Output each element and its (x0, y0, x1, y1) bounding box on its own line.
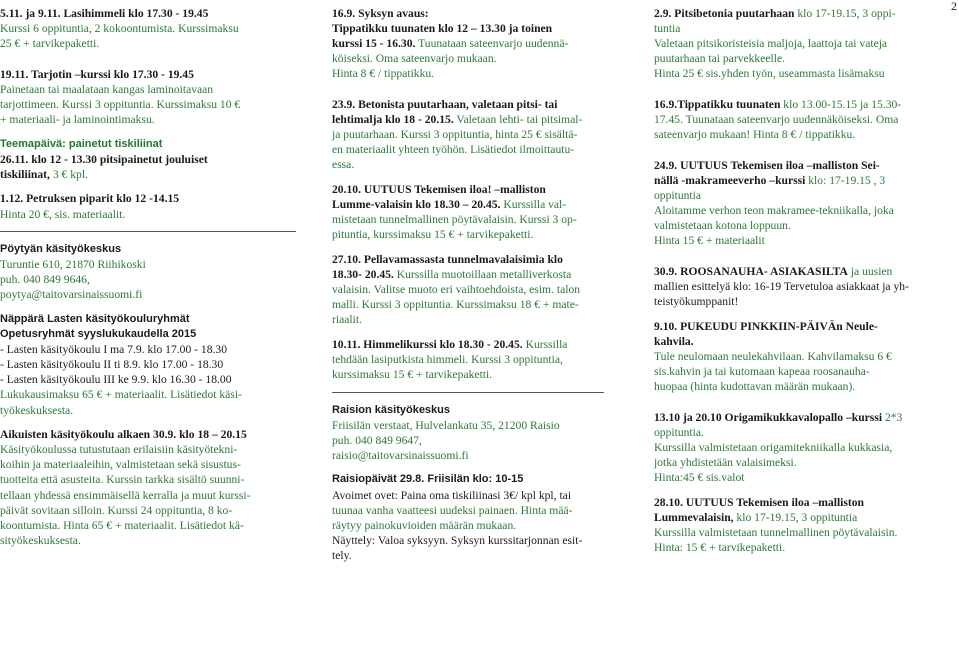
event-lasten-kasityokoulu (0, 312, 296, 418)
event-betonista (332, 97, 632, 172)
event-heading: 20.10. UUTUUS Tekemisen iloa! –malliston (332, 182, 546, 196)
phone-line: puh. 040 849 9646, (0, 273, 90, 287)
event-text-line: päivät sovitaan silloin. Kurssi 24 oppituntia, 8 ko- (0, 503, 233, 517)
page-number: 2 (951, 0, 957, 13)
event-heading-part: 2.9. Pitsibetonia puutarhaan (654, 7, 795, 20)
event-text-line: Hinta 25 € sis.yhden työn, useammasta lisämaksu (654, 67, 885, 81)
event-raisiopaivat (332, 472, 632, 563)
event-piparit (0, 191, 296, 221)
event-heading-part: kurssi 15 - 16.30. (332, 37, 416, 51)
divider (332, 392, 604, 393)
event-text-part: Kurssilla val- (500, 198, 567, 212)
event-text-line: ja puutarhaan. Kurssi 3 oppituntia, hinta 25 € sisältä- (332, 128, 578, 142)
address-line: Friisilän verstaat, Hulvelankatu 35, 21200 Raisio (332, 418, 560, 432)
event-text-line: Hinta: 15 € + tarvikepaketti. (654, 540, 786, 554)
event-text-line (332, 337, 632, 352)
event-text-part: 2*3 (882, 410, 903, 424)
event-text-part: klo 17-19.15, 3 oppituntia (733, 510, 858, 524)
event-text-part: klo: 17-19.15 , 3 (805, 173, 886, 187)
event-text-line: mallien esittelyä klo: 16-19 Tervetuloa asiakkaat ja yh- (654, 279, 909, 293)
event-text-line (654, 264, 954, 279)
venue-heading: Raision käsityökeskus (332, 403, 451, 416)
event-text-line (332, 197, 632, 212)
event-text-part: Tuunataan sateenvarjo uudennä- (415, 37, 569, 51)
event-heading: Opetusryhmät syyslukukaudella 2015 (0, 328, 197, 341)
event-heading-part: nällä -makrameeverho –kurssi (654, 173, 806, 187)
event-text-line: kurssimaksu 15 € + tarvikepaketti. (332, 367, 493, 381)
event-text-line: pituntia, kurssimaksu 15 € + tarvikepaketti. (332, 228, 534, 242)
event-pellavamassa (332, 252, 632, 327)
event-text-part: Kurssilla muotoillaan metalliverkosta (393, 267, 572, 281)
event-text-line: Hinta 20 €, sis. materiaalit. (0, 207, 126, 221)
event-text-line: oppituntia (654, 188, 702, 202)
event-text-line: Kurssi 6 oppituntia, 2 kokoontumista. Kurssimaksu (0, 22, 239, 36)
event-text-line: tellaan yhdessä ensimmäisellä kerralla ja muut kurssi- (0, 488, 251, 502)
event-heading-part: 30.9. ROOSANAUHA- ASIAKASILTA (654, 264, 848, 278)
event-text-line: jotka yhdistetään valaisimeksi. (654, 455, 797, 469)
event-heading: 1.12. Petruksen piparit klo 12 -14.15 (0, 192, 180, 206)
event-text-line (654, 97, 954, 112)
event-text-line: puutarhaan tai parvekkeelle. (654, 52, 786, 66)
event-heading-part: 10.11. Himmelikurssi klo 18.30 - 20.45. (332, 337, 523, 351)
event-text-line: oppituntia. (654, 425, 704, 439)
event-text-line: Valetaan pitsikoristeisia maljoja, laattoja tai vateja (654, 37, 888, 51)
event-text-line: Hinta 15 € + materiaalit (654, 234, 765, 248)
event-heading: 9.10. PUKEUDU PINKKIIN-PÄIVÄn Neule- (654, 319, 878, 333)
event-text-line: Painetaan tai maalataan kangas laminoitavaan (0, 82, 214, 96)
event-text-line: valaisin. Valitse muoto eri vaihtoehdoista, esim. talon (332, 283, 581, 296)
event-neulekahvila (654, 319, 954, 394)
event-text-line (332, 267, 632, 282)
email-link[interactable]: poytya@taitovarsinaissuomi.fi (0, 288, 143, 302)
event-makrameeverho (654, 158, 954, 249)
event-text-line: riaalit. (332, 313, 362, 327)
event-text-line: räytyy painokuvioiden määrän mukaan. (332, 518, 517, 532)
event-heading-part: 16.9.Tippatikku tuunaten (654, 97, 781, 111)
event-text-line: koihin ja materiaaleihin, valmistetaan sekä sisustus- (0, 458, 241, 472)
event-text-line: Kurssilla valmistetaan tunnelmallinen pöytävalaisin. (654, 525, 898, 539)
event-text-line: tuntia (654, 22, 681, 36)
column-2 (332, 6, 632, 573)
venue-heading: Pöytyän käsityökeskus (0, 243, 122, 256)
column-1 (0, 6, 296, 557)
phone-line: puh. 040 849 9647, (332, 433, 422, 447)
event-text-line: teistyökumppanit! (654, 295, 739, 308)
event-text-line (654, 173, 954, 188)
event-text-line: tehdään lasiputkista himmeli. Kurssi 3 oppituntia, (332, 352, 563, 366)
event-text-part: Kurssilla (522, 337, 568, 351)
event-text-line: Tule neulomaan neulekahvilaan. Kahvilamaksu 6 € (654, 349, 892, 363)
event-text-line: 17.45. Tuunataan sateenvarjo uudennäköiseksi. Oma (654, 113, 899, 127)
event-text-line: malli. Kurssi 3 oppituntia. Kurssimaksu 18 € + mate- (332, 298, 579, 312)
event-heading: 5.11. ja 9.11. Lasihimmeli klo 17.30 - 19.45 (0, 7, 209, 20)
event-heading: 28.10. UUTUUS Tekemisen iloa –malliston (654, 495, 865, 509)
event-heading: 16.9. Syksyn avaus: (332, 7, 429, 20)
event-heading: Näppärä Lasten käsityökouluryhmät (0, 313, 190, 325)
address-line: Turuntie 610, 21870 Riihikoski (0, 258, 146, 272)
event-origami (654, 410, 954, 485)
event-heading: 23.9. Betonista puutarhaan, valetaan pitsi- tai (332, 97, 558, 111)
event-heading: 24.9. UUTUUS Tekemisen iloa –malliston Sei- (654, 158, 880, 172)
event-text-line: huopaa (hinta kudottavan määrän mukaan). (654, 379, 856, 393)
event-text-part: ja uusien (847, 264, 893, 278)
event-text-line (654, 410, 954, 425)
event-text-line: Näyttely: Valoa syksyyn. Syksyn kurssitarjonnan esit- (332, 533, 583, 547)
event-heading: Raisiopäivät 29.8. Friisilän klo: 10-15 (332, 473, 524, 486)
event-text-line: - Lasten käsityökoulu I ma 7.9. klo 17.00 - 18.30 (0, 343, 228, 357)
event-heading: Teemapäivä: painetut tiskiliinat (0, 137, 163, 150)
event-syksyn-avaus (332, 6, 632, 81)
contact-poytya (0, 242, 296, 302)
event-text-line: Lukukausimaksu 65 € + materiaalit. Lisätiedot käsi- (0, 388, 242, 402)
event-tarjotin (0, 67, 296, 127)
event-price: 3 € kpl. (49, 167, 88, 181)
event-heading: Aikuisten käsityökoulu alkaen 30.9. klo 18 – 20.15 (0, 428, 247, 442)
event-text-part: Valetaan lehti- tai pitsimal- (453, 113, 583, 127)
column-3 (654, 6, 954, 564)
event-text-line: en materiaalit yhteen työhön. Lisätiedot ilmoittautu- (332, 143, 575, 157)
event-text-line: mistetaan tunnelmallinen pöytävalaisin. Kurssi 3 op- (332, 213, 577, 227)
event-text-line: sis.kahvin ja tai kutomaan kapeaa roosanauha- (654, 364, 870, 378)
event-lummevalaisin (654, 495, 954, 555)
event-text-line: koontumista. Hinta 65 € + materiaalit. Lisätiedot kä- (0, 518, 244, 532)
event-heading-part: tiskiliinat, (0, 167, 50, 181)
event-text-line: - Lasten käsityökoulu II ti 8.9. klo 17.00 - 18.30 (0, 358, 224, 372)
event-heading-part: Lumme-valaisin klo 18.30 – 20.45. (332, 198, 501, 212)
event-text-line: Avoimet ovet: Paina oma tiskiliinasi 3€/ kpl kpl, tai (332, 488, 572, 502)
event-text-line: Käsityökoulussa tutustutaan erilaisiin käsityötekni- (0, 443, 238, 457)
event-text-line (332, 112, 632, 127)
event-teemapaiva (0, 137, 296, 182)
event-lumme-valaisin (332, 182, 632, 242)
event-text-part: klo 17-19.15, 3 oppi- (794, 7, 896, 20)
contact-raisio (332, 403, 632, 463)
event-heading: 19.11. Tarjotin –kurssi klo 17.30 - 19.45 (0, 67, 194, 81)
event-text-line: valmistetaan kotona loppuun. (654, 219, 791, 233)
event-heading: Tippatikku tuunaten klo 12 – 13.30 ja toinen (332, 22, 553, 36)
divider (0, 231, 296, 232)
event-text-line: tarjottimeen. Kurssi 3 oppituntia. Kurssimaksu 10 € (0, 97, 241, 111)
event-himmelikurssi (332, 337, 632, 382)
event-text-line: tely. (332, 548, 352, 562)
email-link[interactable]: raisio@taitovarsinaissuomi.fi (332, 448, 469, 462)
event-lasihimmeli (0, 6, 296, 51)
event-heading-part: 13.10 ja 20.10 Origamikukkavalopallo –kurssi (654, 410, 883, 424)
event-text-line: työkeskuksesta. (0, 403, 74, 417)
event-roosanauha (654, 264, 954, 309)
event-heading-part: Lummevalaisin, (654, 510, 734, 524)
event-text-line: tuotteita että asusteita. Kurssin tarkka sisältö suunni- (0, 473, 245, 487)
event-text-line: Hinta 8 € / tippatikku. (332, 67, 435, 81)
event-tippatikku (654, 97, 954, 142)
event-text-line: Kurssilla valmistetaan origamitekniikalla kukkasia, (654, 440, 893, 454)
event-aikuisten-kasityokoulu (0, 427, 296, 548)
event-text-line: - Lasten käsityökoulu III ke 9.9. klo 16.30 - 18.00 (0, 373, 232, 387)
event-text-line: sateenvarjo mukaan! Hinta 8 € / tippatikku. (654, 128, 856, 142)
event-heading-part: 18.30- 20.45. (332, 267, 394, 281)
event-text-line: Hinta:45 € sis.valot (654, 470, 745, 484)
event-text-line: essa. (332, 158, 355, 172)
event-heading-part: lehtimalja klo 18 - 20.15. (332, 113, 454, 127)
event-pitsibetonia (654, 6, 954, 81)
event-text-line: 25 € + tarvikepaketti. (0, 37, 100, 51)
event-heading: kahvila. (654, 334, 694, 348)
event-text-line: Aloitamme verhon teon makramee-tekniikalla, joka (654, 204, 894, 218)
event-text-line: köiseksi. Oma sateenvarjo mukaan. (332, 52, 497, 66)
event-text-line (0, 167, 296, 182)
event-text-part: klo 13.00-15.15 ja 15.30- (780, 97, 902, 111)
event-heading: 26.11. klo 12 - 13.30 pitsipainetut jouluiset (0, 152, 208, 166)
event-heading: 27.10. Pellavamassasta tunnelmavalaisimia klo (332, 252, 563, 266)
event-text-line (332, 36, 632, 51)
event-text-line (654, 6, 954, 21)
event-text-line: sityökeskuksesta. (0, 533, 81, 547)
event-text-line: tuunaa vanha vaatteesi uudeksi painaen. Hinta mää- (332, 503, 573, 517)
event-text-line: + materiaali- ja laminointimaksu. (0, 113, 155, 127)
event-text-line (654, 510, 954, 525)
